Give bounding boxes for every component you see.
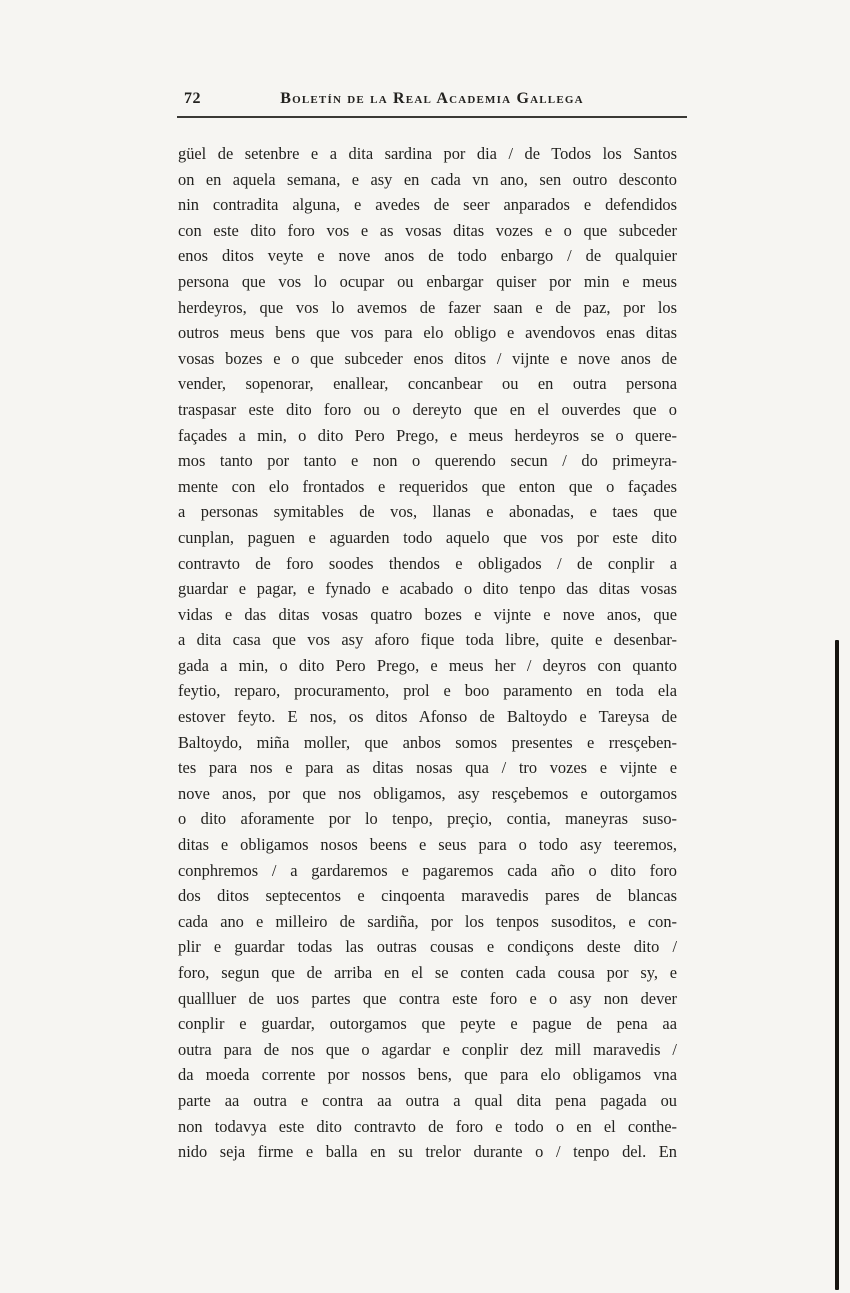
text-block: [178, 141, 677, 1165]
text-line: nin contradita alguna, e avedes de seer anparados e defendidos: [178, 195, 677, 215]
text-line: o dito aforamente por lo tenpo, preçio, contia, maneyras suso-: [178, 809, 677, 829]
text-line: outra para de nos que o agardar e conplir dez mill maravedis /: [178, 1039, 677, 1059]
text-line: con este dito foro vos e as vosas ditas vozes e o que subceder: [178, 220, 677, 240]
scan-artifact-line: [835, 640, 839, 1290]
text-line: outros meus bens que vos para elo obligo e avendovos enas ditas: [178, 323, 677, 343]
text-line: gada a min, o dito Pero Prego, e meus her / deyros con quanto: [178, 655, 677, 675]
text-line: persona que vos lo ocupar ou enbargar quiser por min e meus: [178, 271, 677, 291]
text-line: nove anos, por que nos obligamos, asy resçebemos e outorgamos: [178, 783, 677, 803]
text-line: contravto de foro soodes thendos e obligados / de conplir a: [178, 553, 677, 573]
text-line: plir e guardar todas las outras cousas e condiçons deste dito /: [178, 937, 677, 957]
text-line: da moeda corrente por nossos bens, que para elo obligamos vna: [178, 1065, 677, 1085]
text-line: tes para nos e para as ditas nosas qua / tro vozes e vijnte e: [178, 758, 677, 778]
text-line: dos ditos septecentos e cinqoenta maravedis pares de blancas: [178, 886, 677, 906]
text-line: on en aquela semana, e asy en cada vn ano, sen outro desconto: [178, 169, 677, 189]
text-line: traspasar este dito foro ou o dereyto que en el ouverdes que o: [178, 399, 677, 419]
text-line: conplir e guardar, outorgamos que peyte e pague de pena aa: [178, 1014, 677, 1034]
text-line: vender, sopenorar, enallear, concanbear ou en outra persona: [178, 374, 677, 394]
text-line: guardar e pagar, e fynado e acabado o dito tenpo das ditas vosas: [178, 579, 677, 599]
text-line: feytio, reparo, procuramento, prol e boo paramento en toda ela: [178, 681, 677, 701]
text-line: estover feyto. E nos, os ditos Afonso de Baltoydo e Tareysa de: [178, 707, 677, 727]
text-line: güel de setenbre e a dita sardina por dia / de Todos los Santos: [178, 144, 677, 163]
text-line: foro, segun que de arriba en el se conten cada cousa por sy, e: [178, 963, 677, 982]
text-line: mente con elo frontados e requeridos que enton que o façades: [178, 476, 677, 496]
page-header: [178, 90, 686, 112]
page-number: 72: [184, 90, 201, 107]
header-rule: [177, 116, 687, 118]
text-line: façades a min, o dito Pero Prego, e meus herdeyros se o quere-: [178, 425, 677, 445]
text-line: cunplan, paguen e aguarden todo aquelo que vos por este dito: [178, 527, 677, 547]
text-line: cada ano e milleiro de sardiña, por los tenpos susoditos, e con-: [178, 911, 677, 931]
text-line: parte aa outra e contra aa outra a qual dita pena pagada ou: [178, 1090, 677, 1110]
text-line: non todavya este dito contravto de foro e todo o en el conthe-: [178, 1116, 677, 1136]
text-line: quallluer de uos partes que contra este foro e o asy non dever: [178, 988, 677, 1008]
text-line: vidas e das ditas vosas quatro bozes e vijnte e nove anos, que: [178, 604, 677, 624]
text-line: enos ditos veyte e nove anos de todo enbargo / de qualquier: [178, 246, 677, 266]
text-line: nido seja firme e balla en su trelor durante o / tenpo del. En: [178, 1142, 677, 1162]
header-title: Boletín de la Real Academia Gallega: [280, 90, 584, 107]
text-line: a dita casa que vos asy aforo fique toda libre, quite e desenbar-: [178, 630, 677, 650]
text-line: a personas symitables de vos, llanas e abonadas, e taes que: [178, 502, 677, 522]
text-line: conphremos / a gardaremos e pagaremos cada año o dito foro: [178, 860, 677, 880]
text-line: mos tanto por tanto e non o querendo secun / do primeyra-: [178, 451, 677, 471]
text-line: Baltoydo, miña moller, que anbos somos presentes e rresçeben-: [178, 732, 677, 752]
text-line: herdeyros, que vos lo avemos de fazer saan e de paz, por los: [178, 297, 677, 317]
text-line: ditas e obligamos nosos beens e seus para o todo asy teeremos,: [178, 835, 677, 855]
text-line: vosas bozes e o que subceder enos ditos / vijnte e nove anos de: [178, 348, 677, 368]
